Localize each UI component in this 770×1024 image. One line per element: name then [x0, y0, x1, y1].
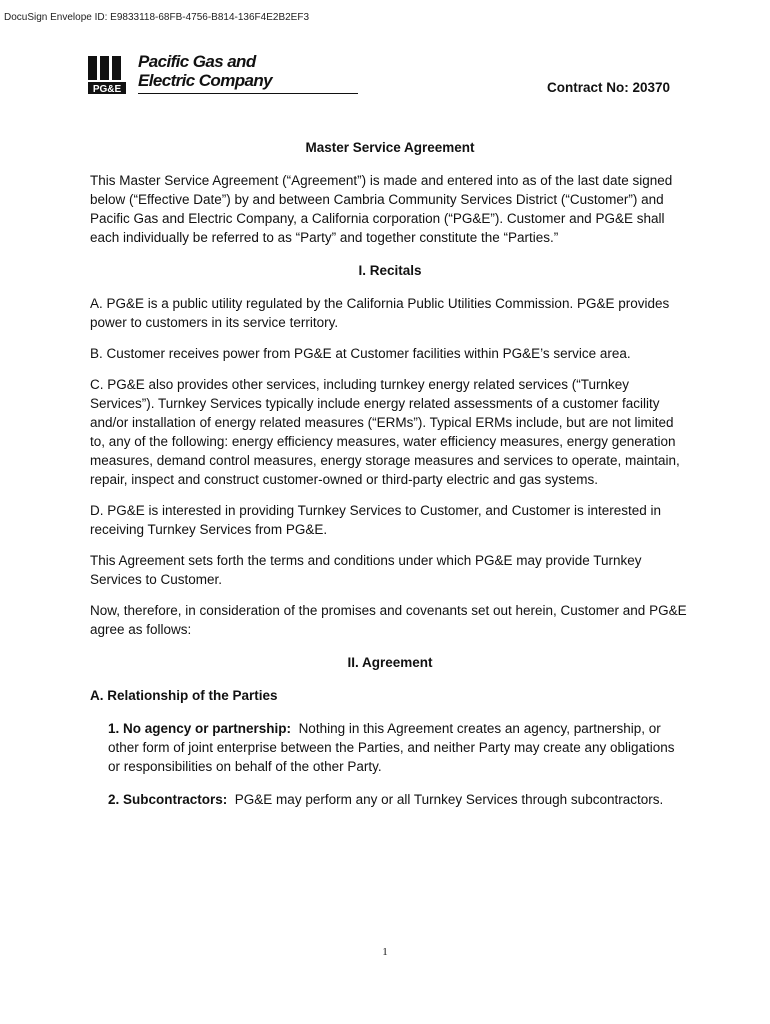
page-number: 1 [382, 946, 388, 958]
docusign-envelope-id: DocuSign Envelope ID: E9833118-68FB-4756-B814-136F4E2B2EF3 [4, 12, 310, 23]
recital-c: C. PG&E also provides other services, including turnkey energy related services (“Turnkey Services”). Turnkey Services typically include energy related assessments of a customer facility and/or installation of energy related measures (“ERMs”). Typical ERMs include, but are not limited to, any of the following: energy efficiency measures, water efficiency measures, energy generation measures, demand control measures, energy storage measures and services to operate, maintain, repair, inspect and construct customer-owned or third-party electric and gas systems. [90, 377, 680, 487]
item-2 [90, 790, 690, 809]
item-2-text: PG&E may perform any or all Turnkey Services through subcontractors. [234, 792, 664, 807]
contract-number: Contract No: 20370 [547, 80, 671, 95]
item-1-text: Nothing in this Agreement creates an agency, partnership, or other form of joint enterprise between the Parties, and neither Party may create any obligations or responsibilities on behalf of the other Party. [108, 721, 675, 774]
logo-line-2: Electric Company [138, 71, 273, 90]
logo-company-name [138, 52, 272, 90]
item-1 [90, 719, 690, 776]
pge-logo [86, 52, 286, 102]
section-a-heading: A. Relationship of the Parties [90, 688, 278, 703]
now-therefore-paragraph: Now, therefore, in consideration of the promises and covenants set out herein, Customer and PG&E agree as follows: [90, 603, 687, 637]
terms-paragraph: This Agreement sets forth the terms and conditions under which PG&E may provide Turnkey Services to Customer. [90, 553, 642, 587]
recital-d: D. PG&E is interested in providing Turnkey Services to Customer, and Customer is interested in receiving Turnkey Services from PG&E. [90, 503, 662, 537]
document-title: Master Service Agreement [305, 140, 475, 155]
document-body [90, 138, 690, 809]
logo-line-1: Pacific Gas and [138, 52, 256, 71]
logo-mark-text: PG&E [92, 84, 122, 95]
recital-a: A. PG&E is a public utility regulated by the California Public Utilities Commission. PG&E provides power to customers in its service territory. [90, 296, 670, 330]
item-1-label: 1. No agency or partnership: [108, 721, 292, 736]
recital-b: B. Customer receives power from PG&E at Customer facilities within PG&E’s service area. [90, 346, 631, 361]
item-2-label: 2. Subcontractors: [108, 792, 228, 807]
intro-paragraph: This Master Service Agreement (“Agreement”) is made and entered into as of the last date signed below (“Effective Date”) by and between Cambria Community Services District (“Customer”) and Pacific Gas and Electric Company, a California corporation (“PG&E”). Customer and PG&E shall each individually be referred to as “Party” and together constitute the “Parties.” [90, 173, 673, 245]
recitals-heading: I. Recitals [358, 263, 422, 278]
logo-underline [138, 93, 358, 94]
pge-logo-mark [86, 54, 128, 96]
agreement-heading: II. Agreement [347, 655, 433, 670]
